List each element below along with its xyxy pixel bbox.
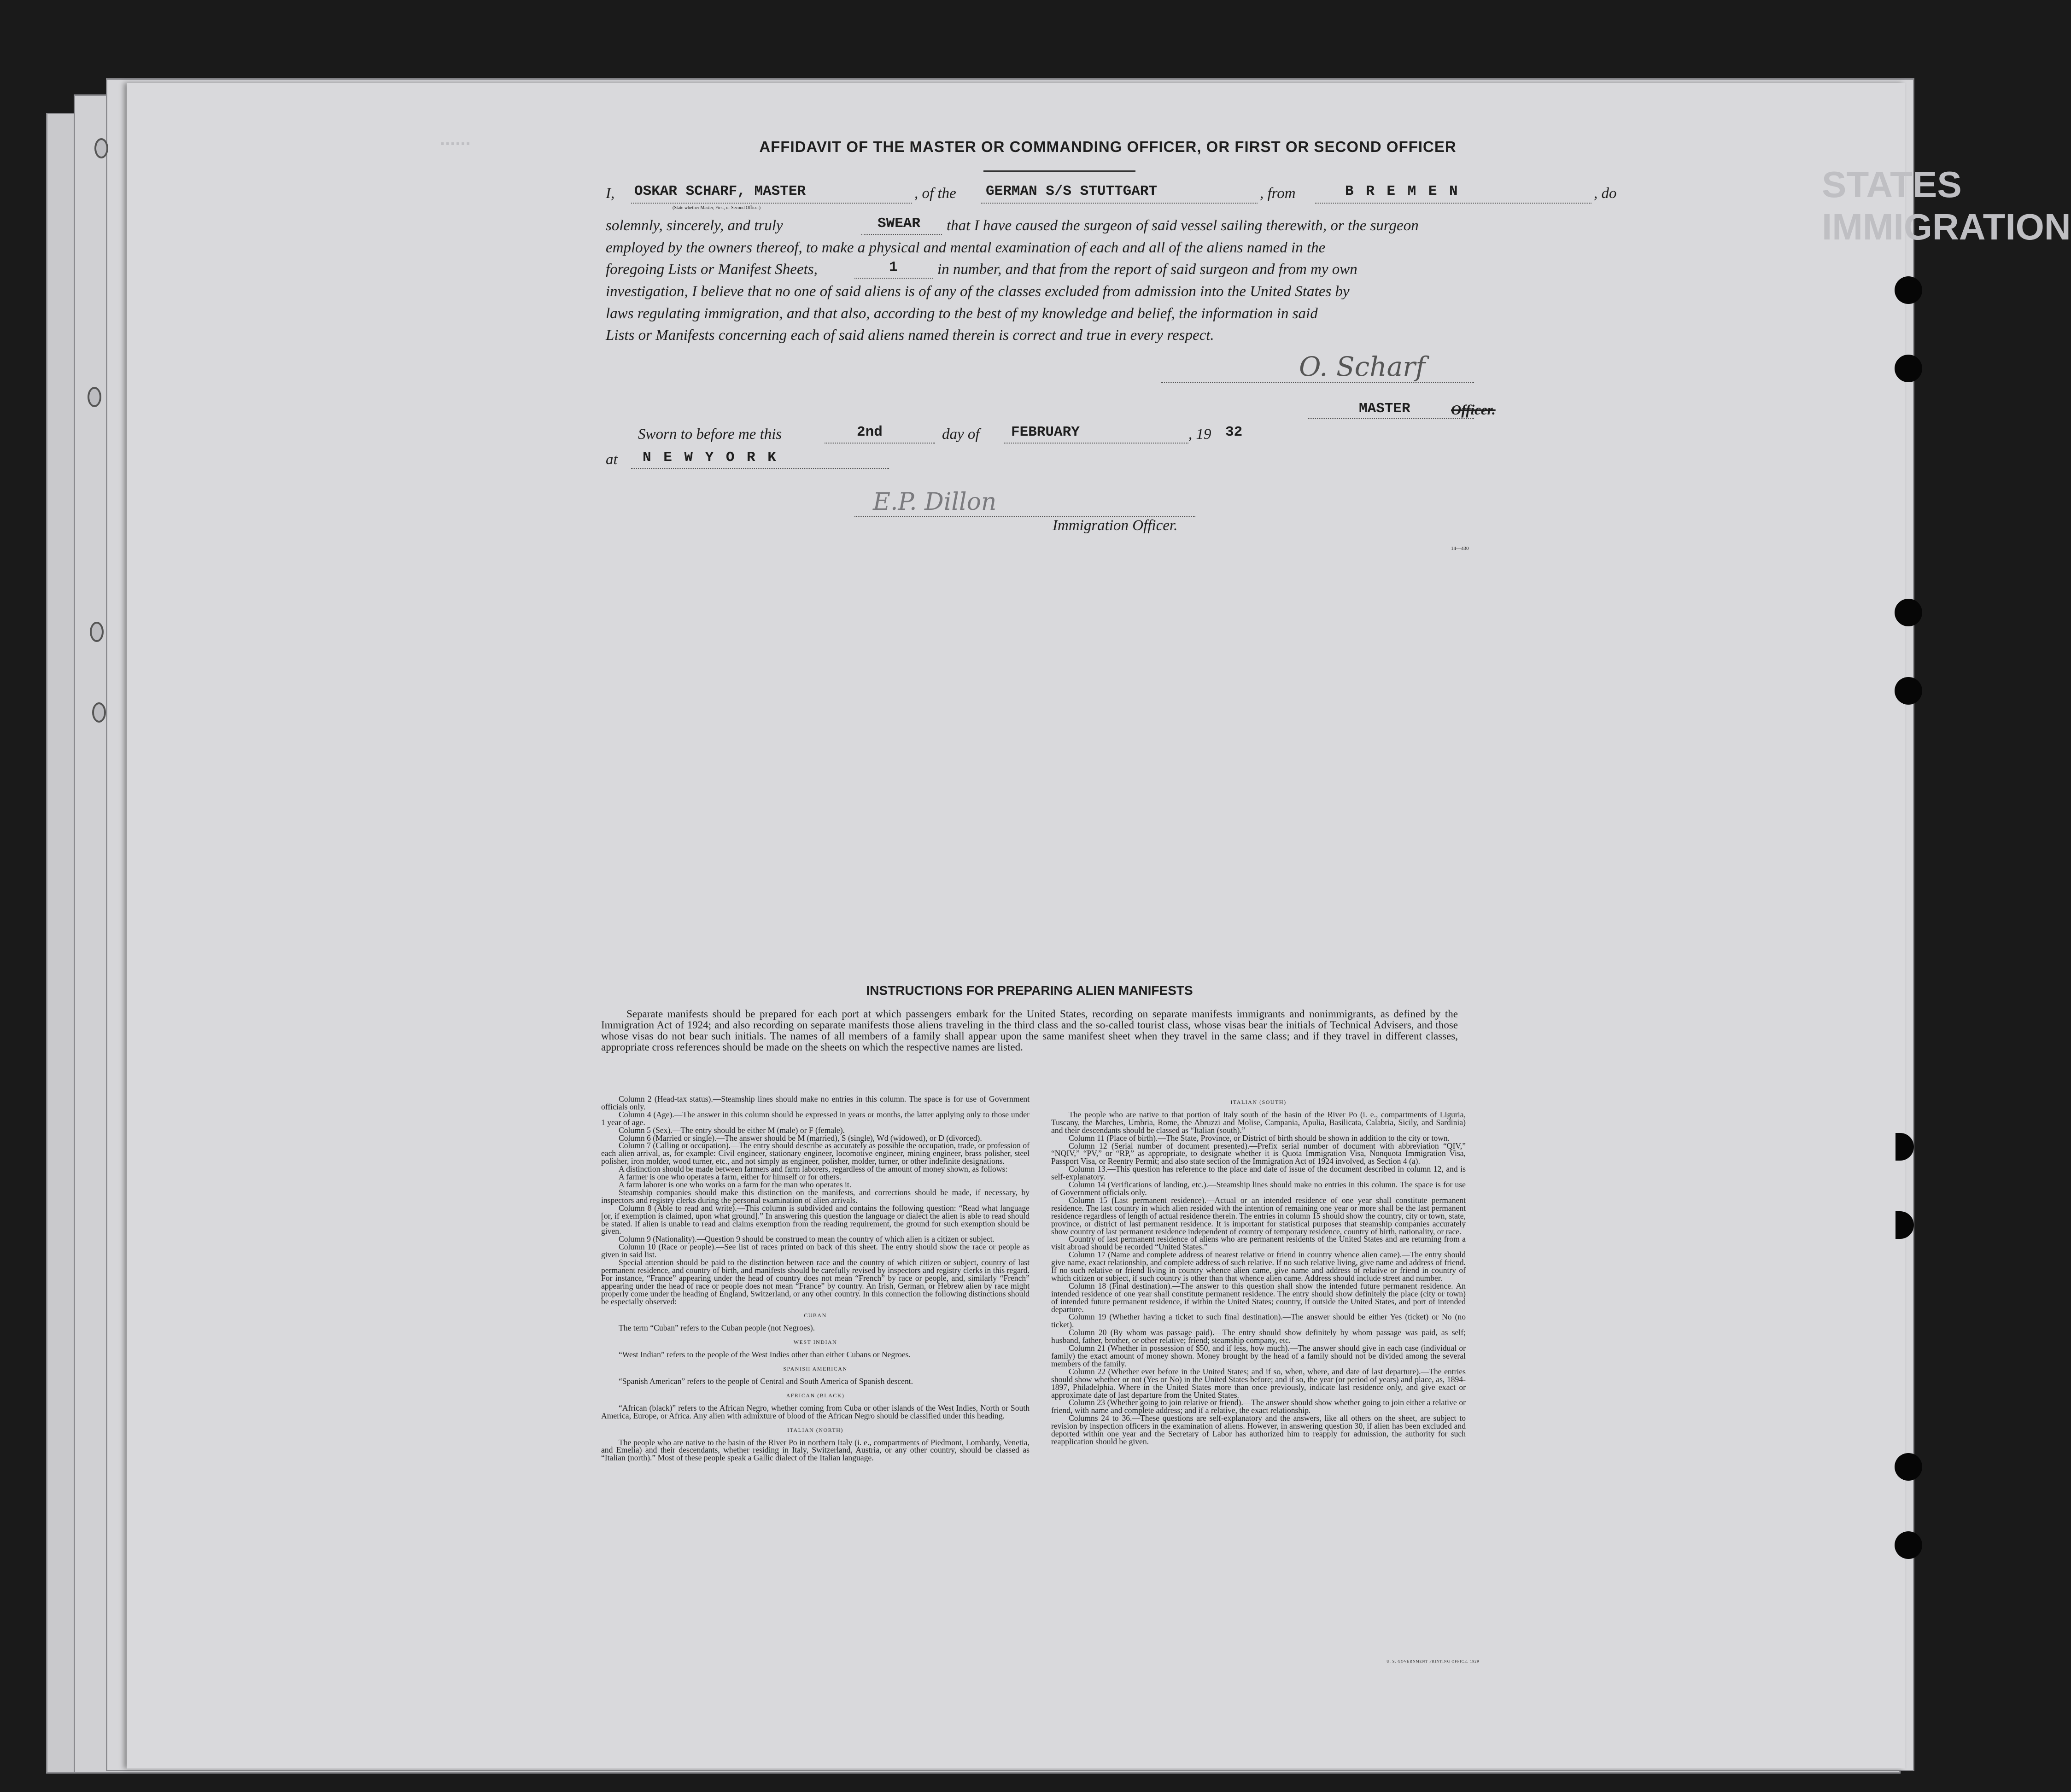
binder-hole — [88, 387, 101, 407]
instruction-paragraph: Column 20 (By whom was passage paid).—The entry should show definitely by whom passage was paid, as self; husband, father, brother, or other relative; friend; steamship company, etc. — [1051, 1328, 1466, 1345]
bleed-through-text: ...... — [440, 129, 471, 149]
instruction-paragraph: Column 18 (Final destination).—The answer to this question shall show the intended future permanent residence. An intended residence of one year shall constitute permanent residence. The entry should show definitely the place (city or town) of intended future permanent residence, if within the United States; country, if outside the United States, and port of intended departure. — [1051, 1281, 1466, 1314]
officer-title-struck: Officer. — [1451, 402, 1496, 418]
punch-hole — [1895, 1453, 1922, 1481]
punch-hole — [1895, 355, 1922, 382]
sworn-place-field: N E W Y O R K — [643, 449, 778, 466]
instruction-paragraph: Column 22 (Whether ever before in the United States; and if so, when, where, and date of last departure).—The entries should show whether or not (Yes or No) in the United States before; and if so, the year (or period of years) and place, as, 1894-1897, Philadelphia. Where in the United States more than once previously, indicate last residence only, and give exact or approximate date of last departure from the United States. — [1051, 1366, 1466, 1400]
title-line — [1308, 418, 1474, 419]
affidavit-text: , 19 — [1188, 426, 1211, 443]
affidavit-text: , of the — [914, 185, 956, 202]
binder-hole — [94, 138, 108, 158]
officer-signature: E.P. Dillon — [873, 488, 997, 516]
instruction-paragraph: The term “Cuban” refers to the Cuban people (not Negroes). — [619, 1323, 815, 1333]
instruction-paragraph: A farmer is one who operates a farm, either for himself or for others. — [619, 1172, 842, 1182]
signature-line — [1161, 382, 1474, 383]
punch-hole — [1895, 677, 1922, 705]
bleed-through-text: STATES IMMIGRATION — [1822, 164, 2071, 247]
instruction-paragraph: Column 13.—This question has reference to the place and date of issue of the document described in column 12, and is self-explanatory. — [1051, 1164, 1466, 1182]
section-heading: AFRICAN (BLACK) — [786, 1392, 845, 1399]
printer-imprint: U. S. GOVERNMENT PRINTING OFFICE: 1929 — [1387, 1659, 1480, 1664]
officer-title: Immigration Officer. — [1053, 517, 1178, 534]
manifest-page — [127, 83, 2071, 1769]
sworn-month-field: FEBRUARY — [1011, 424, 1080, 440]
affidavit-text: in number, and that from the report of said surgeon and from my own — [937, 261, 1357, 278]
affidavit-title: AFFIDAVIT OF THE MASTER OR COMMANDING OFFICER, OR FIRST OR SECOND OFFICER — [759, 138, 1457, 155]
instruction-paragraph: The people who are native to the basin of the River Po in northern Italy (i. e., compartments of Piedmont, Lombardy, Venetia, and Emelia) and their descendants, whether residing in Italy, Switzerland, Austria, or any other country, should be classed as “Italian (north).” Most of these people speak a Gallic dialect of the Italian language. — [601, 1437, 1030, 1463]
section-heading: SPANISH AMERICAN — [783, 1366, 848, 1372]
fill-line — [631, 468, 889, 469]
title-rule — [983, 170, 1135, 172]
affidavit-line-2 — [606, 217, 1628, 241]
instruction-paragraph: A distinction should be made between farmers and farm laborers, regardless of the amount of money shown, as follows: — [619, 1164, 1008, 1174]
signature-line — [854, 516, 1195, 517]
instructions-right-column — [1051, 1098, 1466, 1446]
affidavit-line-4 — [606, 261, 1628, 285]
section-heading: WEST INDIAN — [793, 1339, 837, 1346]
affidavit-text: that I have caused the surgeon of said vessel sailing therewith, or the surgeon — [947, 217, 1419, 234]
instruction-paragraph: Column 9 (Nationality).—Question 9 should be construed to mean the country of which alien is a citizen or subject. — [619, 1234, 995, 1244]
instruction-paragraph: Column 17 (Name and complete address of nearest relative or friend in country whence alien came).—The entry should give name, exact relationship, and complete address of such relative. If no such relative living, give name and address of friend. If no such relative or friend living in country whence alien came, give name and address of relative or friend in country of which citizen or subject, if such country is other than that whence alien came. Address should include street and number. — [1051, 1250, 1466, 1283]
instruction-paragraph: Column 12 (Serial number of document presented).—Prefix serial number of document with abbreviation “QIV,” “NQIV,” “PV,” or “RP,” as appropriate, to designate whether it is Quota Immigration Visa, Nonquota Immigration Visa, Passport Visa, or Reentry Permit; and also state section of the Immigration Act of 1924 involved, as Section 4 (a). — [1051, 1141, 1466, 1166]
instruction-paragraph: The people who are native to that portion of Italy south of the basin of the River Po (i. e., compartments of Liguria, Tuscany, the Marches, Umbria, Rome, the Abruzzi and Molise, Campania, Apulia, Basilicata, Calabria, Sicily, and Sardinia) and their descendants should be classed as “Italian (south).” — [1051, 1109, 1466, 1135]
instruction-paragraph: A farm laborer is one who works on a farm for the man who operates it. — [619, 1179, 852, 1189]
instruction-paragraph: Steamship companies should make this distinction on the manifests, and corrections should be made, if necessary, by inspectors and registry clerks during the personal examination of alien arrivals. — [601, 1187, 1030, 1205]
instruction-paragraph: Special attention should be paid to the distinction between race and the country of which citizen or subject, country of last permanent residence, and country of birth, and manifests should be carefully revised by inspectors and registry clerks in this regard. For instance, “France” appearing under the head of country does not mean “French” by race or people, and, similarly “French” appearing under the head of race or people does not mean “France” by country. An Irish, German, or Hebrew alien by race might properly come under the heading of England, Switzerland, or any other country. In this connection the following distinctions should be especially observed: — [601, 1258, 1030, 1306]
sworn-year-field: 32 — [1225, 424, 1243, 440]
sheet-count-field: 1 — [889, 259, 898, 275]
affidavit-text: Lists or Manifests concerning each of said aliens named therein is correct and true in every respect. — [606, 327, 1214, 344]
affidavit-text: investigation, I believe that no one of said aliens is of any of the classes excluded from admission into the United States by — [606, 283, 1350, 300]
instruction-paragraph: Column 21 (Whether in possession of $50, and if less, how much).—The answer should give in each case (individual or family) the exact amount of money shown. Money brought by the head of a family should not be divided among the several members of the family. — [1051, 1343, 1466, 1368]
instruction-paragraph: Column 15 (Last permanent residence).—Actual or an intended residence of one year shall constitute permanent residence. The last country in which alien resided with the intention of remaining one year or more shall be the last permanent residence regardless of length of actual residence therein. The entries in column 15 should show the country, city or town, state, province, or district of last permanent residence. It is important for statistical purposes that steamship companies accurately show country of last permanent residence independent of country of temporary residence, country of birth, nationality, or race. — [1051, 1195, 1466, 1236]
affidavit-text: day of — [942, 426, 980, 443]
affidavit-text: solemnly, sincerely, and truly — [606, 217, 783, 234]
instruction-paragraph: Column 5 (Sex).—The entry should be either M (male) or F (female). — [619, 1125, 845, 1135]
affidavit-line-5 — [606, 283, 1628, 307]
affidavit-text: I, — [606, 185, 615, 202]
master-note: (State whether Master, First, or Second Officer) — [673, 205, 761, 210]
instructions-title: INSTRUCTIONS FOR PREPARING ALIEN MANIFESTS — [866, 983, 1193, 998]
affidavit-text: Sworn to before me this — [638, 426, 782, 443]
punch-hole — [1895, 599, 1922, 626]
instructions-left-column — [601, 1095, 1030, 1462]
form-number: 14—430 — [1451, 546, 1469, 551]
at-line — [606, 451, 1628, 475]
affidavit-text: , do — [1594, 185, 1617, 202]
master-name-field: OSKAR SCHARF, MASTER — [634, 183, 806, 199]
sworn-day-field: 2nd — [857, 424, 883, 440]
punch-hole — [1895, 1531, 1922, 1559]
section-heading: ITALIAN (SOUTH) — [1230, 1099, 1287, 1105]
fill-line — [854, 278, 933, 279]
affidavit-text: employed by the owners thereof, to make a physical and mental examination of each and all of the aliens named in the — [606, 239, 1326, 256]
binder-hole — [92, 702, 106, 723]
fill-line — [631, 203, 912, 204]
affidavit-line-6 — [606, 305, 1628, 329]
instruction-paragraph: Columns 24 to 36.—These questions are self-explanatory and the answers, like all others on the sheet, are subject to revision by inspection officers in the examination of aliens. However, in answering question 30, if alien has been excluded and deported within one year and the Secretary of Labor has authorized him to reapply for admission, the authority for such reapplication should be given. — [1051, 1413, 1466, 1446]
fill-line — [981, 203, 1258, 204]
affidavit-line-7 — [606, 327, 1628, 351]
instruction-paragraph: Column 23 (Whether going to join relative or friend).—The answer should show whether going to join either a relative or friend, with name and complete address; and if a relative, the exact relationship. — [1051, 1398, 1466, 1415]
instruction-paragraph: Column 7 (Calling or occupation).—The entry should describe as accurately as possible the occupation, trade, or profession of each alien arrival, as, for example: Civil engineer, stationary engineer, locomotive engineer, mining engineer, brass polisher, steel polisher, iron molder, wood turner, etc., and not simply as engineer, polisher, molder, turner, or other indefinite designations. — [601, 1141, 1030, 1166]
section-heading: ITALIAN (NORTH) — [787, 1426, 843, 1433]
fill-line — [825, 443, 935, 444]
instruction-paragraph: Column 10 (Race or people).—See list of races printed on back of this sheet. The entry should show the race or people as given in said list. — [601, 1242, 1030, 1260]
instruction-paragraph: Column 11 (Place of birth).—The State, Province, or District of birth should be shown in addition to the city or town. — [1069, 1133, 1450, 1143]
affidavit-text: , from — [1260, 185, 1296, 202]
instruction-paragraph: Column 14 (Verifications of landing, etc.).—Steamship lines should make no entries in this column. The space is for use of Government officials only. — [1051, 1180, 1466, 1197]
instruction-paragraph: Column 2 (Head-tax status).—Steamship lines should make no entries in this column. The space is for use of Government officials only. — [601, 1094, 1030, 1111]
instruction-paragraph: Column 19 (Whether having a ticket to such final destination).—The answer should be either Yes (ticket) or No (no ticket). — [1051, 1312, 1466, 1330]
instruction-paragraph: “African (black)” refers to the African Negro, whether coming from Cuba or other islands of the West Indies, North or South America, Europe, or Africa. Any alien with admixture of blood of the African Negro should be classified under this heading. — [601, 1403, 1030, 1420]
instruction-paragraph: Column 6 (Married or single).—The answer should be M (married), S (single), Wd (widowed), or D (divorced). — [619, 1133, 982, 1143]
fill-line — [861, 234, 942, 235]
instruction-paragraph: “Spanish American” refers to the people of Central and South America of Spanish descent. — [619, 1377, 913, 1386]
master-signature: O. Scharf — [1299, 351, 1426, 382]
instruction-paragraph: Column 8 (Able to read and write).—This column is subdivided and contains the following question: “Read what language [or, if exemption is claimed, upon what ground].” In answering this question the language or dialect the alien is able to read should be stated. If alien is unable to read and claims exemption from the reading requirement, the ground for such exemption should be given. — [601, 1203, 1030, 1236]
instructions-intro: Separate manifests should be prepared for each port at which passengers embark for the United States, recording on separate manifests immigrants and nonimmigrants, as defined by the Immigration Act of 1924; and also recording on separate manifests those aliens traveling in the third class and the so-called tourist class, whose visas bear the initials of Technical Advisers, and those whose visas do not bear such initials. The names of all members of a family shall appear upon the same manifest sheet when they travel in the same class; and if they travel in different classes, appropriate cross references should be made on the sheets on which the respective names are listed. — [601, 1008, 1458, 1053]
ship-name-field: GERMAN S/S STUTTGART — [986, 183, 1158, 199]
fill-line — [1004, 443, 1188, 444]
sworn-line — [638, 426, 1661, 450]
instruction-paragraph: Column 4 (Age).—The answer in this column should be expressed in years or months, the latter applying only to those under 1 year of age. — [601, 1109, 1030, 1127]
affidavit-text: laws regulating immigration, and that also, according to the best of my knowledge and belief, the information in said — [606, 305, 1318, 322]
master-title: MASTER — [1359, 401, 1410, 417]
instruction-paragraph: Country of last permanent residence of aliens who are permanent residents of the United States and are returning from a visit abroad should be recorded “United States.” — [1051, 1234, 1466, 1252]
punch-hole — [1895, 276, 1922, 304]
affidavit-text: at — [606, 451, 618, 468]
affidavit-line-3 — [606, 239, 1628, 263]
port-field: B R E M E N — [1345, 183, 1460, 199]
section-heading: CUBAN — [804, 1312, 827, 1319]
instruction-paragraph: “West Indian” refers to the people of the West Indies other than either Cubans or Negroes. — [619, 1350, 911, 1360]
fill-line — [1315, 203, 1591, 204]
binder-hole — [90, 622, 104, 642]
oath-field: SWEAR — [878, 216, 921, 232]
affidavit-text: foregoing Lists or Manifest Sheets, — [606, 261, 818, 278]
